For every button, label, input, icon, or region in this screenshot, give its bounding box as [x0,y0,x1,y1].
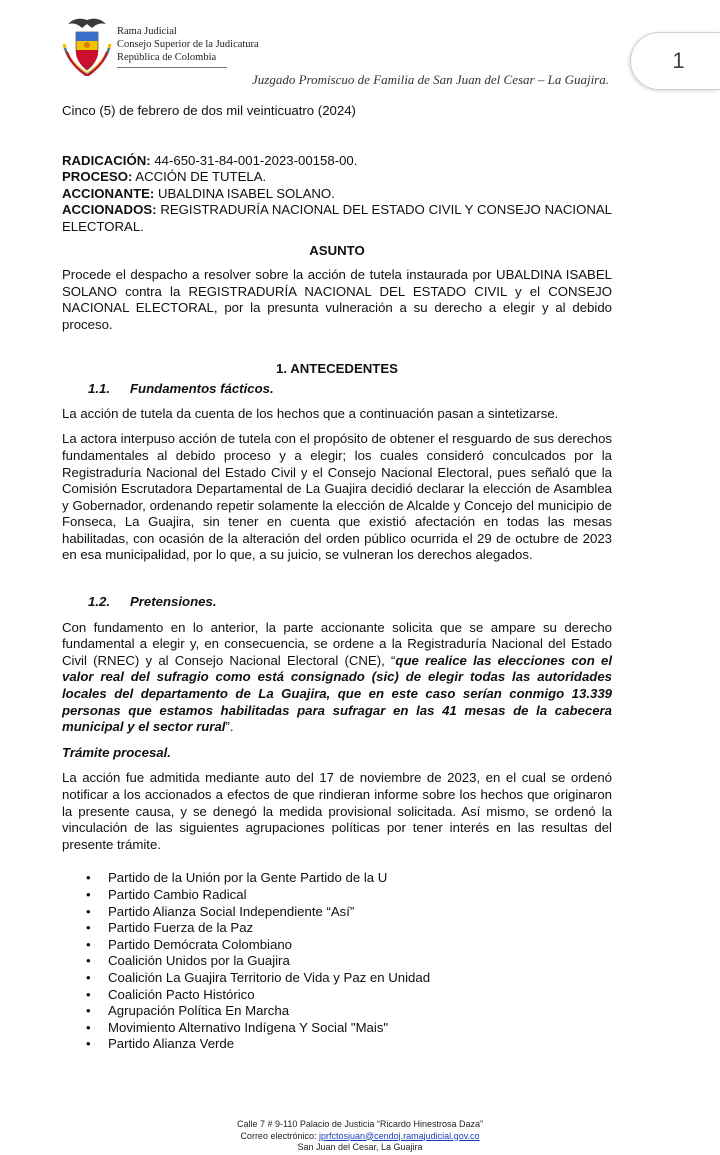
asunto-heading: ASUNTO [309,242,365,258]
list-item: • Partido Fuerza de la Paz [86,920,612,937]
list-item: • Coalición La Guajira Territorio de Vida y Paz en Unidad [86,970,612,987]
section-title: Pretensiones. [130,594,217,610]
institution-name [117,25,259,64]
list-item: • Movimiento Alternativo Indígena Y Social "Mais" [86,1020,612,1037]
page-number: 1 [672,48,685,73]
document-date: Cinco (5) de febrero de dos mil veinticuatro (2024) [62,103,356,118]
institution-line: Consejo Superior de la Judicatura [117,39,259,50]
proceso-label: PROCESO: [62,169,133,185]
pretensiones-quote: que realice las elecciones con el valor real del sufragio como está consignado (sic) de elegir todas las autoridades locales del departamento de La Guajira, que en este caso serían conmigo 13.339 personas que estamos habilitadas para sufragar en las 41 mesas de la cabecera municipal y el sector rural [62,652,612,735]
facts-paragraph: La actora interpuso acción de tutela con el propósito de obtener el resguardo de sus derechos fundamentales al debido proceso y a elegir; los cuales consideró conculcados por la Registraduría Nacional del Estado Civil y el Consejo Nacional Electoral, pues señaló que la Comisión Escrutadora Departamental de La Guajira decidió declarar la elección de Asamblea y Gobernador, ordenando repetir solamente la elección de Alcalde y Concejo del municipio de Fonseca, La Guajira, sin tener en cuenta que existió afectación en todas las mesas habilitadas, con ocasión de la alteración del orden público ocurrida el 29 de octubre de 2023 en esa municipalidad, por lo que, a su juicio, se vulneran los derechos alegados. [62,431,612,563]
accionados-label: ACCIONADOS: [62,202,157,218]
pretensiones-end: ”. [225,719,234,735]
section-number: 1.1. [88,381,110,397]
accionados-line [62,202,612,235]
accionante-label: ACCIONANTE: [62,185,155,201]
list-item: • Coalición Pacto Histórico [86,987,612,1004]
proceso-line [62,169,612,186]
section-1-1-heading [62,381,612,398]
antecedentes-heading: 1. ANTECEDENTES [276,360,398,376]
section-title: Fundamentos fácticos. [130,381,274,397]
pretensiones-paragraph [62,620,612,736]
proceso-value: ACCIÓN DE TUTELA. [132,169,267,185]
tramite-paragraph: La acción fue admitida mediante auto del 17 de noviembre de 2023, en el cual se ordenó notificar a los accionados a efectos de que rindieran informe sobre los hechos que originaron la presente causa, y se denegó la medida provisional solicitada. Así mismo, se ordenó la vinculación de las siguientes agrupaciones políticas por tener interés en las resultas del presente trámite. [62,770,612,852]
document-footer [0,1119,720,1154]
list-item: • Partido de la Unión por la Gente Partido de la U [86,870,612,887]
list-item: • Partido Alianza Verde [86,1036,612,1053]
accionante-value: UBALDINA ISABEL SOLANO. [154,185,335,201]
accionados-value: REGISTRADURÍA NACIONAL DEL ESTADO CIVIL Y CONSEJO NACIONAL ELECTORAL. [62,202,612,234]
institution-line: República de Colombia [117,52,217,63]
footer-email-line [0,1131,720,1143]
accionante-line [62,186,612,203]
page-number-badge[interactable] [630,32,720,90]
document-body [62,103,612,1053]
list-item: • Partido Cambio Radical [86,887,612,904]
institution-line: Rama Judicial [117,26,177,37]
document-header [0,0,720,100]
footer-email-label: Correo electrónico: [240,1130,319,1141]
radicacion-line [62,153,612,170]
tramite-heading: Trámite procesal. [62,744,171,760]
court-name: Juzgado Promiscuo de Familia de San Juan del Cesar – La Guajira. [252,72,609,87]
footer-city: San Juan del Cesar, La Guajira [297,1142,423,1152]
header-divider [117,67,227,68]
footer-email-link[interactable]: jprfctosjuan@cendoj.ramajudicial.gov.co [318,1130,480,1141]
radicacion-label: RADICACIÓN: [62,152,151,168]
list-item: • Partido Demócrata Colombiano [86,937,612,954]
colombia-coat-of-arms-icon [62,14,112,76]
footer-address: Calle 7 # 9-110 Palacio de Justicia “Ricardo Hinestrosa Daza” [237,1119,483,1129]
facts-intro-paragraph: La acción de tutela da cuenta de los hechos que a continuación pasan a sintetizarse. [62,405,559,421]
list-item: • Partido Alianza Social Independiente “Así” [86,904,612,921]
asunto-paragraph: Procede el despacho a resolver sobre la acción de tutela instaurada por UBALDINA ISABEL SOLANO contra la REGISTRADURÍA NACIONAL DEL ESTADO CIVIL y el CONSEJO NACIONAL ELECTORAL, por la presunta vulneración a su derecho a elegir y al debido proceso. [62,267,612,332]
section-number: 1.2. [88,594,110,610]
section-1-2-heading [62,594,612,611]
list-item: • Coalición Unidos por la Guajira [86,953,612,970]
list-item: • Agrupación Política En Marcha [86,1003,612,1020]
political-parties-list [62,870,612,1053]
pretensiones-text: Con fundamento en lo anterior, la parte accionante solicita que se ampare su derecho fundamental a elegir y, en consecuencia, se ordene a la Registraduría Nacional del Estado Civil (RNEC) y al Consejo Nacional Electoral (CNE), “ [62,619,612,668]
radicacion-value: 44-650-31-84-001-2023-00158-00. [150,152,358,168]
